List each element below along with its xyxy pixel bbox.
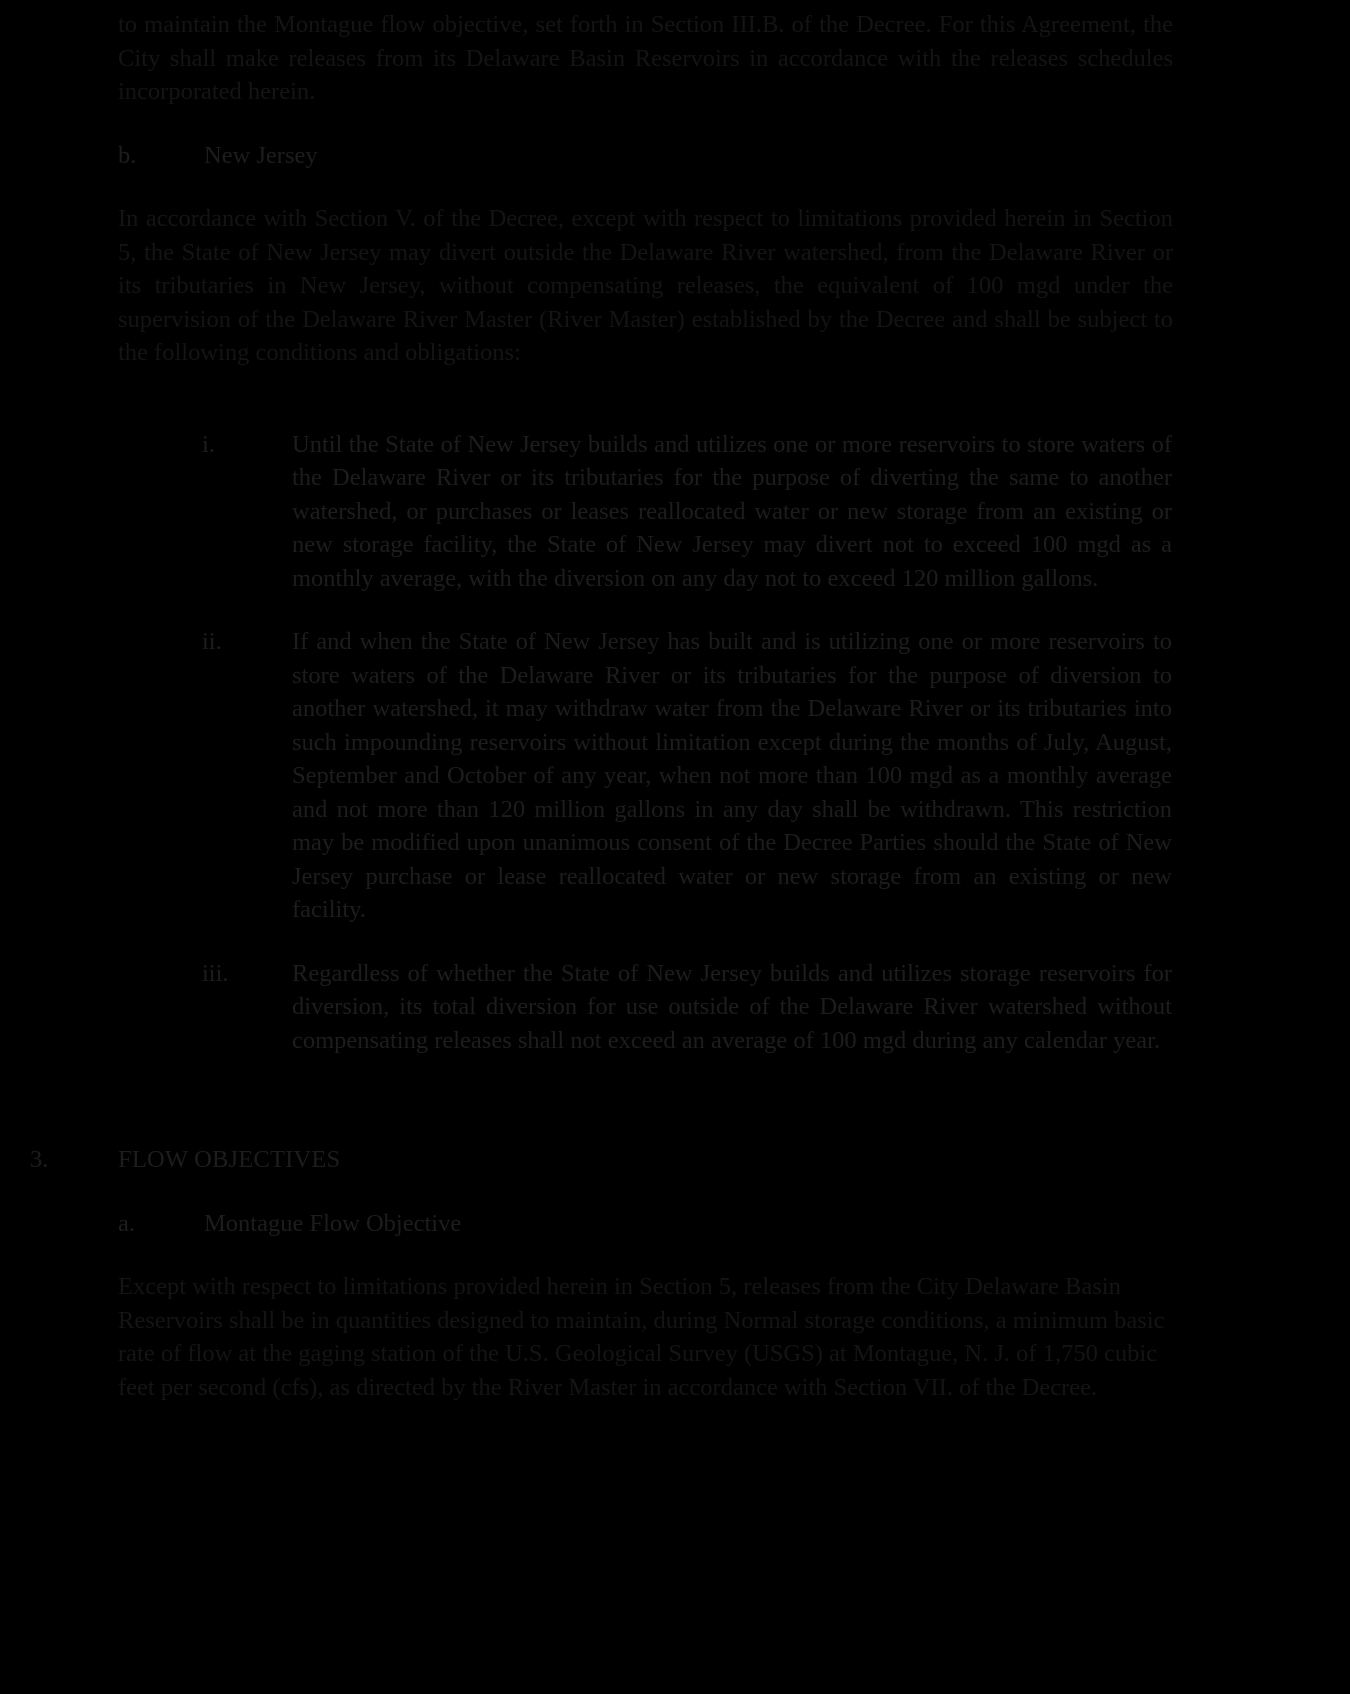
spacer	[118, 1240, 1173, 1270]
spacer	[118, 1057, 1173, 1143]
section-heading-flow-objectives	[30, 1143, 1173, 1177]
spacer	[118, 109, 1173, 139]
list-item-roman-i	[118, 428, 1173, 596]
list-item-a-montague-flow-objective	[118, 1207, 1173, 1241]
spacer	[118, 1177, 1173, 1207]
document-body	[30, 0, 1173, 1404]
spacer	[118, 927, 1173, 957]
paragraph-intro-continued: to maintain the Montague flow objective, set forth in Section III.B. of the Decree. For this Agreement, the City shall make releases from its Delaware Basin Reservoirs in accordance with the releases schedules incorporated herein.	[118, 11, 1173, 105]
section-title: FLOW OBJECTIVES	[118, 1146, 341, 1173]
list-text-roman-i: Until the State of New Jersey builds and utilizes one or more reservoirs to store waters of the Delaware River or its tributaries for the purpose of diverting the same to another watershed, or purchases or leases reallocated water or new storage from an existing or new storage facility, the State of New Jersey may divert not to exceed 100 mgd as a monthly average, with the diversion on any day not to exceed 120 million gallons.	[292, 430, 1172, 592]
list-marker-b: b.	[118, 141, 137, 169]
list-label-new-jersey: New Jersey	[204, 141, 318, 169]
spacer	[118, 172, 1173, 202]
list-marker-roman-ii: ii.	[202, 628, 222, 655]
list-marker-roman-iii: iii.	[202, 959, 229, 987]
paragraph-montague-wrapper	[118, 1270, 1173, 1404]
paragraph-new-jersey-diversion: In accordance with Section V. of the Decree, except with respect to limitations provided herein in Section 5, the State of New Jersey may divert outside the Delaware River watershed, from the Delaware River or its tributaries in New Jersey, without compensating releases, the equivalent of 100 mgd under the supervision of the Delaware River Master (River Master) established by the Decree and shall be subject to the following conditions and obligations:	[118, 205, 1173, 366]
list-item-roman-iii	[118, 957, 1173, 1058]
spacer	[118, 595, 1173, 625]
list-text-roman-iii: Regardless of whether the State of New Jersey builds and utilizes storage reservoirs for diversion, its total diversion for use outside of the Delaware River watershed without compensating releases shall not exceed an average of 100 mgd during any calendar year.	[292, 959, 1172, 1054]
list-label-montague-flow-objective: Montague Flow Objective	[204, 1209, 462, 1237]
list-text-roman-ii: If and when the State of New Jersey has built and is utilizing one or more reservoirs to store waters of the Delaware River or its tributaries for the purpose of diversion to another watershed, it may withdraw water from the Delaware River or its tributaries into such impounding reservoirs without limitation except during the months of July, August, September and October of any year, when not more than 100 mgd as a monthly average and not more than 120 million gallons in any day shall be withdrawn. This restriction may be modified upon unanimous consent of the Decree Parties should the State of New Jersey purchase or lease reallocated water or new storage from an existing or new facility.	[292, 628, 1172, 923]
list-marker-a: a.	[118, 1209, 135, 1237]
list-item-b-new-jersey	[118, 139, 1173, 173]
section-number: 3.	[30, 1146, 49, 1173]
paragraph-montague-flow: Except with respect to limitations provided herein in Section 5, releases from the City Delaware Basin Reservoirs shall be in quantities designed to maintain, during Normal storage conditions, a minimum basic rate of flow at the gaging station of the U.S. Geological Survey (USGS) at Montague, N. J. of 1,750 cubic feet per second (cfs), as directed by the River Master in accordance with Section VII. of the Decree.	[118, 1273, 1165, 1401]
list-item-roman-ii	[118, 625, 1173, 927]
list-marker-roman-i: i.	[202, 430, 215, 458]
spacer	[118, 370, 1173, 428]
